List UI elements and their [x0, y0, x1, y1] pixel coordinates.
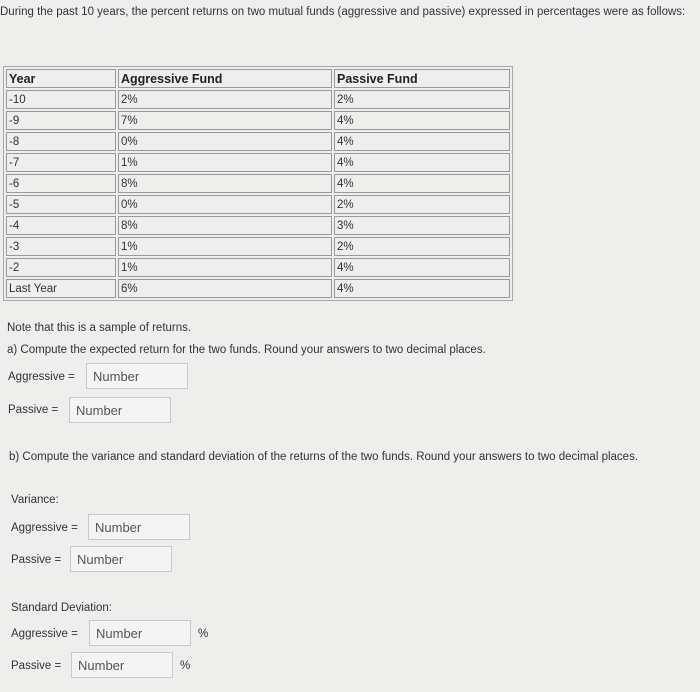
expected-aggressive-input[interactable] — [86, 363, 188, 389]
variance-aggressive-label: Aggressive = — [11, 522, 78, 534]
table-row — [6, 132, 510, 151]
header-aggressive-fund: Aggressive Fund — [118, 69, 332, 88]
table-row — [6, 111, 510, 130]
passive-cell: 2% — [334, 195, 510, 214]
passive-cell: 2% — [334, 237, 510, 256]
sample-note: Note that this is a sample of returns. — [7, 322, 192, 334]
table-row — [6, 195, 510, 214]
aggressive-cell: 0% — [118, 195, 332, 214]
part-b-prompt: b) Compute the variance and standard deviation of the returns of the two funds. Round your answers to two decimal places. — [9, 451, 639, 463]
year-cell: Last Year — [6, 279, 116, 298]
table-row — [6, 174, 510, 193]
std-deviation-heading: Standard Deviation: — [11, 602, 113, 614]
table-row — [6, 237, 510, 256]
passive-cell: 4% — [334, 174, 510, 193]
aggressive-cell: 1% — [118, 258, 332, 277]
std-aggressive-label: Aggressive = — [11, 628, 78, 640]
part-a-prompt: a) Compute the expected return for the two funds. Round your answers to two decimal places. — [7, 344, 486, 356]
std-aggressive-percent-unit: % — [198, 628, 209, 640]
year-cell: -10 — [6, 90, 116, 109]
aggressive-cell: 8% — [118, 216, 332, 235]
std-passive-input[interactable] — [71, 652, 173, 678]
variance-heading: Variance: — [11, 494, 59, 506]
returns-table — [3, 66, 513, 301]
problem-intro: During the past 10 years, the percent returns on two mutual funds (aggressive and passive) expressed in percentages were as follows: — [0, 6, 686, 18]
passive-cell: 4% — [334, 111, 510, 130]
year-cell: -5 — [6, 195, 116, 214]
std-aggressive-input[interactable] — [89, 620, 191, 646]
std-passive-percent-unit: % — [180, 660, 191, 672]
passive-cell: 4% — [334, 279, 510, 298]
aggressive-cell: 1% — [118, 237, 332, 256]
passive-cell: 2% — [334, 90, 510, 109]
header-year: Year — [6, 69, 116, 88]
table-row — [6, 90, 510, 109]
passive-cell: 4% — [334, 258, 510, 277]
expected-passive-label: Passive = — [8, 404, 59, 416]
passive-cell: 3% — [334, 216, 510, 235]
table-row — [6, 258, 510, 277]
expected-passive-input[interactable] — [69, 397, 171, 423]
year-cell: -8 — [6, 132, 116, 151]
aggressive-cell: 2% — [118, 90, 332, 109]
year-cell: -2 — [6, 258, 116, 277]
std-passive-label: Passive = — [11, 660, 62, 672]
variance-passive-input[interactable] — [70, 546, 172, 572]
aggressive-cell: 7% — [118, 111, 332, 130]
table-row — [6, 279, 510, 298]
passive-cell: 4% — [334, 153, 510, 172]
year-cell: -9 — [6, 111, 116, 130]
year-cell: -3 — [6, 237, 116, 256]
aggressive-cell: 6% — [118, 279, 332, 298]
table-row — [6, 216, 510, 235]
passive-cell: 4% — [334, 132, 510, 151]
aggressive-cell: 0% — [118, 132, 332, 151]
year-cell: -7 — [6, 153, 116, 172]
aggressive-cell: 8% — [118, 174, 332, 193]
header-passive-fund: Passive Fund — [334, 69, 510, 88]
variance-aggressive-input[interactable] — [88, 514, 190, 540]
expected-aggressive-label: Aggressive = — [8, 371, 75, 383]
aggressive-cell: 1% — [118, 153, 332, 172]
year-cell: -6 — [6, 174, 116, 193]
variance-passive-label: Passive = — [11, 554, 62, 566]
year-cell: -4 — [6, 216, 116, 235]
table-header-row — [6, 69, 510, 88]
table-row — [6, 153, 510, 172]
